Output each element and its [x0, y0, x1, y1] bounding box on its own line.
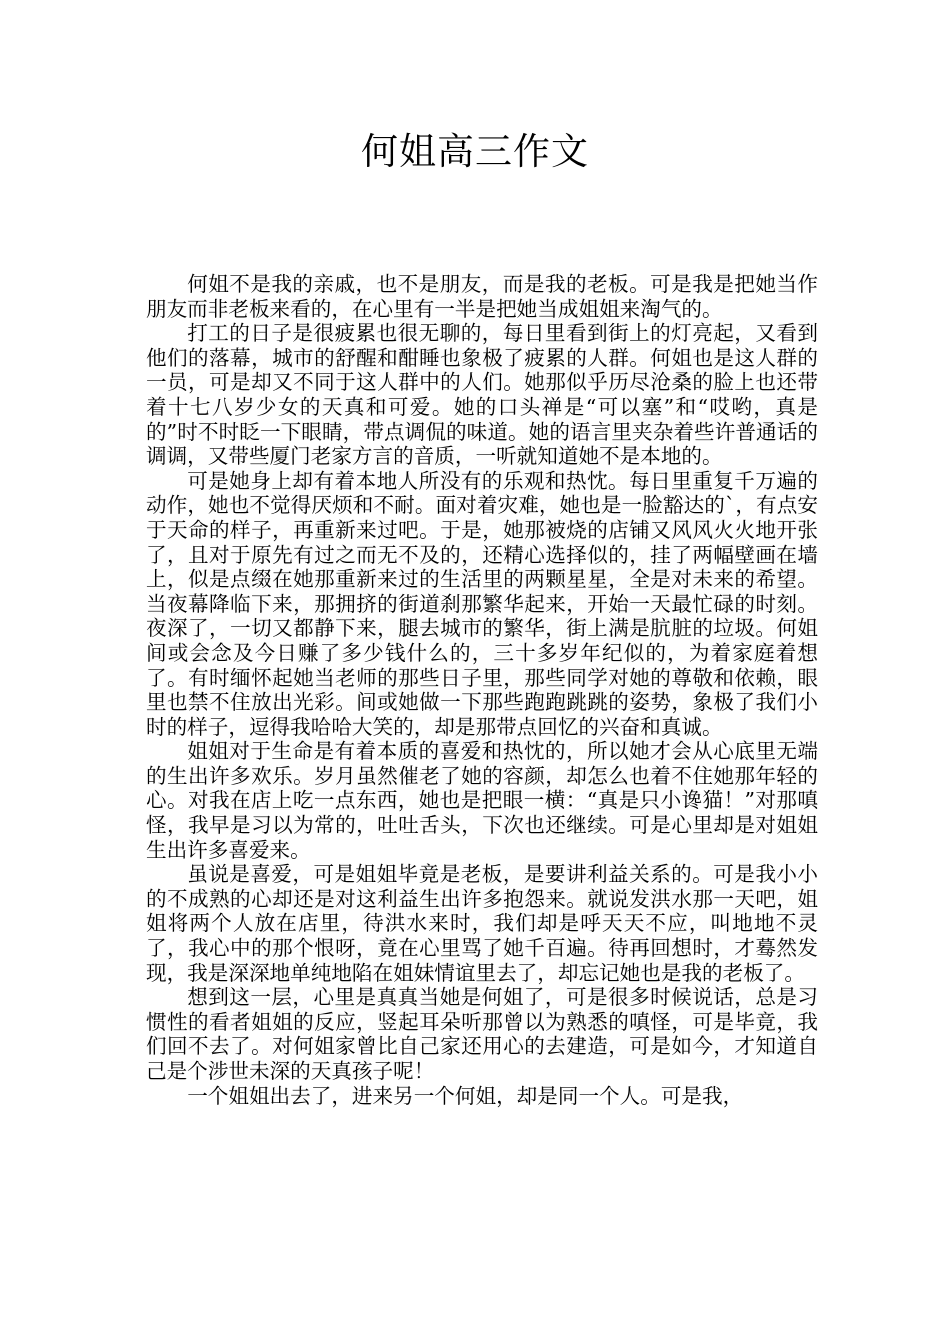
paragraph: 想到这一层，心里是真真当她是何姐了，可是很多时候说话，总是习惯性的看者姐姐的反应，竖起耳朵听那曾以为熟悉的嗔怪，可是毕竟，我们回不去了。对何姐家曾比自己家还用心的去建造，可是如今，才知道自己是个涉世未深的天真孩子呢！: [146, 985, 818, 1083]
document-title: 何姐高三作文: [361, 130, 589, 173]
paragraph: 何姐不是我的亲戚，也不是朋友，而是我的老板。可是我是把她当作朋友而非老板来看的，在心里有一半是把她当成姐姐来淘气的。: [146, 272, 818, 321]
paragraph: 姐姐对于生命是有着本质的喜爱和热忱的，所以她才会从心底里无端的生出许多欢乐。岁月虽然催老了她的容颜，却怎么也着不住她那年轻的心。对我在店上吃一点东西，她也是把眼一横：“真是只小谗猫！”对那嗔怪，我早是习以为常的，吐吐舌头，下次也还继续。可是心里却是对姐姐生出许多喜爱来。: [146, 739, 818, 862]
document-body: [146, 272, 818, 1108]
paragraph: 一个姐姐出去了，进来另一个何姐，却是同一个人。可是我，: [187, 1083, 744, 1108]
paragraph: 打工的日子是很疲累也很无聊的，每日里看到街上的灯亮起，又看到他们的落幕，城市的舒醒和酣睡也象极了疲累的人群。何姐也是这人群的一员，可是却又不同于这人群中的人们。她那似乎历尽沧桑的脸上也还带着十七八岁少女的天真和可爱。她的口头禅是“可以塞”和“哎哟，真是的”时不时眨一下眼睛，带点调侃的味道。她的语言里夹杂着些许普通话的调调，又带些厦门老家方言的音质，一听就知道她不是本地的。: [146, 321, 818, 469]
paragraph: 虽说是喜爱，可是姐姐毕竟是老板，是要讲利益关系的。可是我小小的不成熟的心却还是对这利益生出许多抱怨来。就说发洪水那一天吧，姐姐将两个人放在店里，待洪水来时，我们却是呼天天不应，叫地地不灵了，我心中的那个恨呀，竟在心里骂了她千百遍。待再回想时，才蓦然发现，我是深深地单纯地陷在姐妹情谊里去了，却忘记她也是我的老板了。: [146, 862, 818, 985]
paragraph: 可是她身上却有着本地人所没有的乐观和热忱。每日里重复千万遍的动作，她也不觉得厌烦和不耐。面对着灾难，她也是一脸豁达的`，有点安于天命的样子，再重新来过吧。于是，她那被烧的店铺又风风火火地开张了，且对于原先有过之而无不及的，还精心选择似的，挂了两幅壁画在墙上，似是点缀在她那重新来过的生活里的两颗星星，全是对未来的希望。当夜幕降临下来，那拥挤的街道刹那繁华起来，开始一天最忙碌的时刻。夜深了，一切又都静下来，腿去城市的繁华，街上满是肮脏的垃圾。何姐间或会念及今日赚了多少钱什么的，三十多岁年纪似的，为着家庭着想了。有时缅怀起她当老师的那些日子里，那些同学对她的尊敬和依赖，眼里也禁不住放出光彩。间或她做一下那些跑跑跳跳的姿势，象极了我们小时的样子，逗得我哈哈大笑的，却是那带点回忆的兴奋和真诚。: [146, 468, 818, 739]
